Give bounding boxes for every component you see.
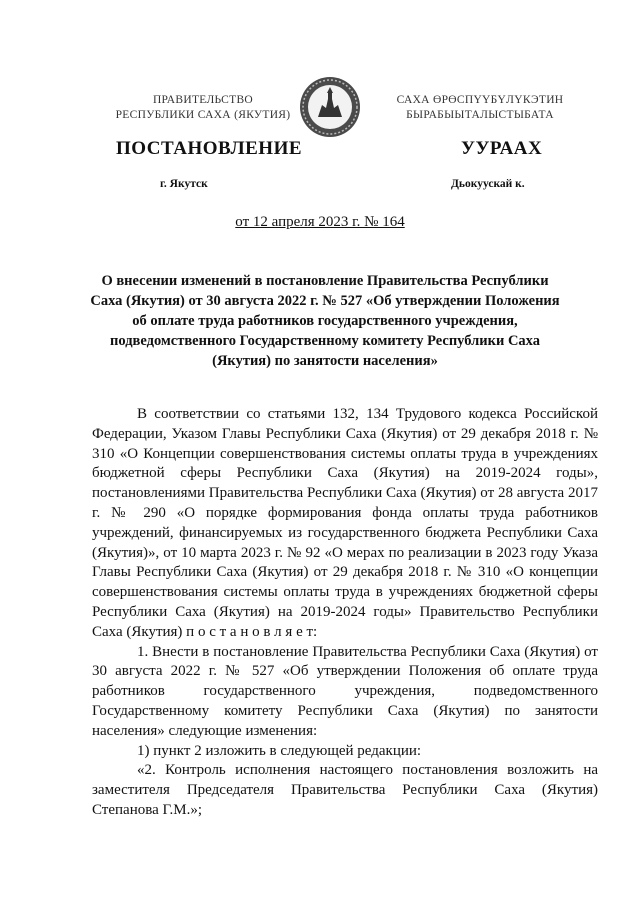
paragraph: «2. Контроль исполнения настоящего постановления возложить на заместителя Председателя Правительства Республики Саха (Якутия) Степанова Г.М.»; bbox=[92, 762, 598, 818]
decree-body bbox=[92, 405, 598, 821]
header-left-line2: РЕСПУБЛИКИ САХА (ЯКУТИЯ) bbox=[115, 109, 291, 121]
paragraph: 1) пункт 2 изложить в следующей редакции: bbox=[137, 742, 422, 759]
paragraph: 1. Внести в постановление Правительства Республики Саха (Якутия) от 30 августа 2022 г. № 527 «Об утверждении Положения об оплате труда работников государственного учреждения, подведомственного Государственному комитету Республики Саха (Якутия) по занятости населения» следующие изменения: bbox=[92, 643, 598, 739]
title-left: ПОСТАНОВЛЕНИЕ bbox=[116, 138, 303, 159]
header-left bbox=[103, 93, 303, 123]
header-right-line2: БЫРАБЫЫТАЛЫСТЫБАТА bbox=[406, 109, 554, 121]
city-right: Дьокуускай к. bbox=[451, 178, 525, 190]
header-left-line1: ПРАВИТЕЛЬСТВО bbox=[152, 94, 254, 106]
sakha-emblem-icon bbox=[298, 75, 362, 139]
title-right: УУРААХ bbox=[461, 138, 543, 159]
city-left: г. Якутск bbox=[160, 178, 208, 190]
header-right-line1: САХА ӨРӨСПҮҮБҮЛҮКЭТИН bbox=[396, 94, 564, 106]
paragraph: В соответствии со статьями 132, 134 Трудового кодекса Российской Федерации, Указом Главы Республики Саха (Якутия) от 29 декабря 2018 г. № 310 «О Концепции совершенствования системы оплаты труда в учреждениях бюджетной сферы Республики Саха (Якутия) на 2019-2024 годы», постановлениями Правительства Республики Саха (Якутия) от 28 августа 2017 г. № 290 «О порядке формирования фонда оплаты труда работников учреждений, финансируемых из государственного бюджета Республики Саха (Якутия)», от 10 марта 2023 г. № 92 «О мерах по реализации в 2023 году Указа Главы Республики Саха (Якутия) от 29 декабря 2018 г. № 310 «О концепции совершенствования системы оплаты труда в учреждениях бюджетной сферы Республики Саха (Якутия) на 2019-2024 годы» Правительство Республики Саха (Якутия) п о с т а н о в л я е т: bbox=[92, 406, 598, 640]
date-line: от 12 апреля 2023 г. № 164 bbox=[235, 214, 405, 230]
header-right bbox=[380, 93, 580, 123]
decree-subject: О внесении изменений в постановление Правительства Республики Саха (Якутия) от 30 августа 2022 г. № 527 «Об утверждении Положения об оплате труда работников государственного учреждения, подведомственного Государственному комитету Республики Саха (Якутия) по занятости населения» bbox=[90, 273, 560, 369]
